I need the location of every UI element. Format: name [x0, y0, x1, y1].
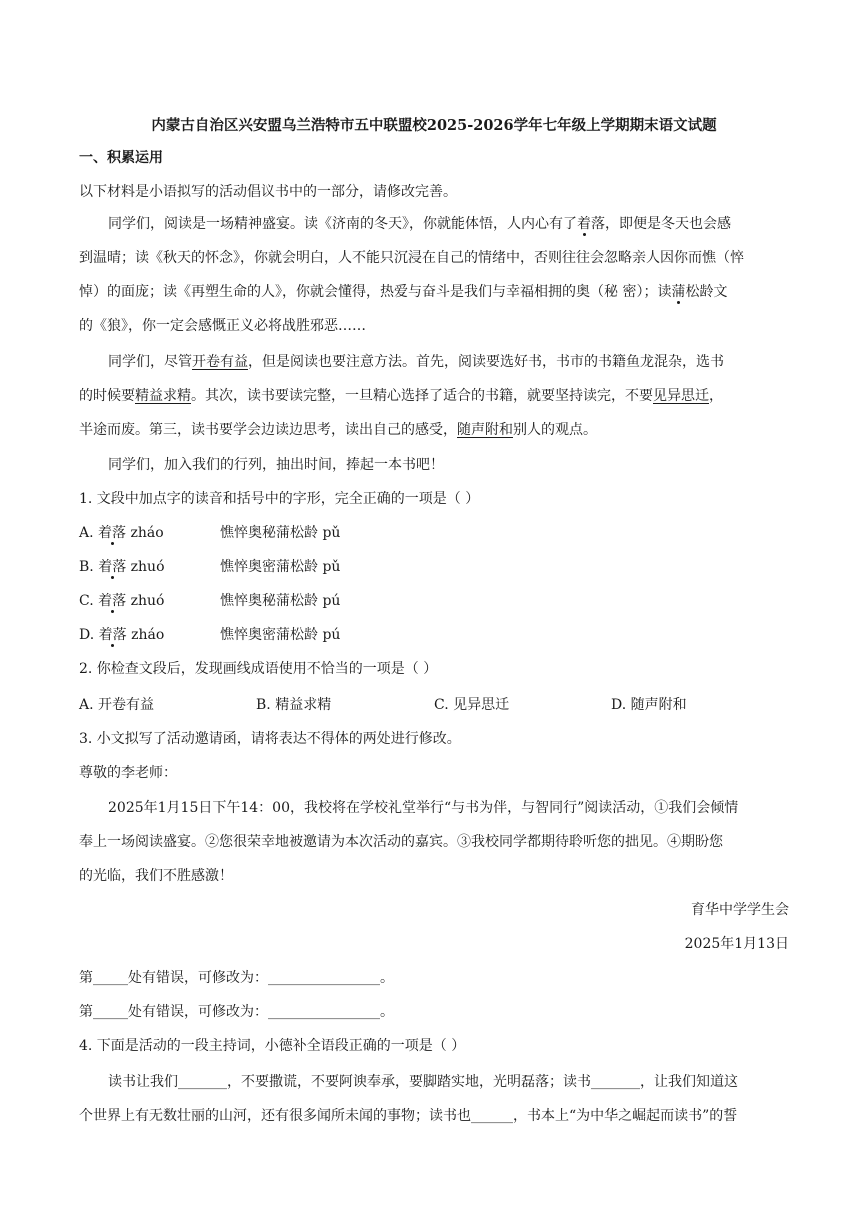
- instruction: 以下材料是小语拟写的活动倡议书中的一部分，请修改完善。: [79, 184, 457, 200]
- passage-line: 到温晴；读《秋天的怀念》，你就会明白，人不能只沉浸在自己的情绪中，否则往往会忽略亲人因你而憔（悴: [79, 250, 744, 266]
- underlined-idiom: 随声附和: [457, 422, 513, 438]
- passage-line: 同学们，尽管开卷有益，但是阅读也要注意方法。首先，阅读要选好书，书市的书籍鱼龙混杂，选书: [108, 354, 724, 370]
- dotted-char: 蒲: [671, 284, 686, 300]
- passage-line: 悼）的面庞；读《再塑生命的人》，你就会懂得，热爱与奋斗是我们与幸福相拥的奥（秘 密）；读蒲松龄文: [79, 284, 728, 300]
- answer-blank-line[interactable]: 第_____处有错误，可修改为：________________。: [79, 1004, 394, 1020]
- dotted-char: 着: [577, 216, 591, 232]
- option-c[interactable]: C. 着落 zhuó: [79, 593, 165, 609]
- answer-blank-line[interactable]: 第_____处有错误，可修改为：________________。: [79, 970, 394, 986]
- passage-line: 读书让我们_______，不要撒谎，不要阿谀奉承，要脚踏实地，光明磊落；读书_______，让我们知道这: [108, 1074, 738, 1090]
- letter-date: 2025年1月13日: [684, 936, 789, 952]
- page-title: 内蒙古自治区兴安盟乌兰浩特市五中联盟校2025-2026学年七年级上学期期末语文试题: [151, 117, 717, 134]
- question-stem: 1. 文段中加点字的读音和括号中的字形，完全正确的一项是（ ）: [79, 491, 480, 507]
- letter-body-line: 的光临，我们不胜感激！: [79, 868, 233, 884]
- passage-line: 个世界上有无数壮丽的山河，还有很多闻所未闻的事物；读书也______，书本上“为中华之崛起而读书”的誓: [79, 1108, 738, 1124]
- option-d[interactable]: D. 随声附和: [611, 697, 687, 713]
- passage-line: 同学们，阅读是一场精神盛宴。读《济南的冬天》，你就能体悟，人内心有了着落，即便是冬天也会感: [108, 216, 731, 232]
- question-stem: 4. 下面是活动的一段主持词，小德补全语段正确的一项是（ ）: [79, 1038, 466, 1054]
- question-stem: 3. 小文拟写了活动邀请函，请将表达不得体的两处进行修改。: [79, 731, 461, 747]
- option-b[interactable]: B. 精益求精: [256, 697, 332, 713]
- section-heading: 一、积累运用: [79, 150, 163, 166]
- option-c-detail: 憔悴奥秘蒲松龄 pú: [220, 593, 341, 609]
- option-a-detail: 憔悴奥秘蒲松龄 pǔ: [220, 525, 341, 541]
- underlined-idiom: 开卷有益: [192, 354, 248, 370]
- option-b-detail: 憔悴奥密蒲松龄 pǔ: [220, 559, 341, 575]
- underlined-idiom: 精益求精: [135, 388, 191, 404]
- option-d-detail: 憔悴奥密蒲松龄 pú: [220, 627, 341, 643]
- option-a[interactable]: A. 着落 zháo: [79, 525, 164, 541]
- passage-line: 半途而废。第三，读书要学会边读边思考，读出自己的感受，随声附和别人的观点。: [79, 422, 597, 438]
- question-stem: 2. 你检查文段后，发现画线成语使用不恰当的一项是（ ）: [79, 661, 438, 677]
- option-d[interactable]: D. 着落 zháo: [79, 627, 165, 643]
- letter-signer: 育华中学学生会: [691, 902, 789, 918]
- option-c[interactable]: C. 见异思迁: [434, 697, 510, 713]
- passage-line: 的《狼》，你一定会感慨正义必将战胜邪恶……: [79, 318, 366, 334]
- passage-line: 的时候要精益求精。其次，读书要读完整，一旦精心选择了适合的书籍，就要坚持读完，不要见异思迁，: [79, 388, 723, 404]
- passage-line: 同学们，加入我们的行列，抽出时间，捧起一本书吧！: [108, 457, 444, 473]
- underlined-idiom: 见异思迁: [653, 388, 709, 404]
- option-b[interactable]: B. 着落 zhuó: [79, 559, 165, 575]
- letter-body-line: 奉上一场阅读盛宴。②您很荣幸地被邀请为本次活动的嘉宾。③我校同学都期待聆听您的拙见。④期盼您: [79, 834, 723, 850]
- letter-body-line: 2025年1月15日下午14：00，我校将在学校礼堂举行“与书为伴，与智同行”阅读活动，①我们会倾情: [108, 800, 739, 816]
- option-a[interactable]: A. 开卷有益: [79, 697, 155, 713]
- letter-salutation: 尊敬的李老师：: [79, 765, 177, 781]
